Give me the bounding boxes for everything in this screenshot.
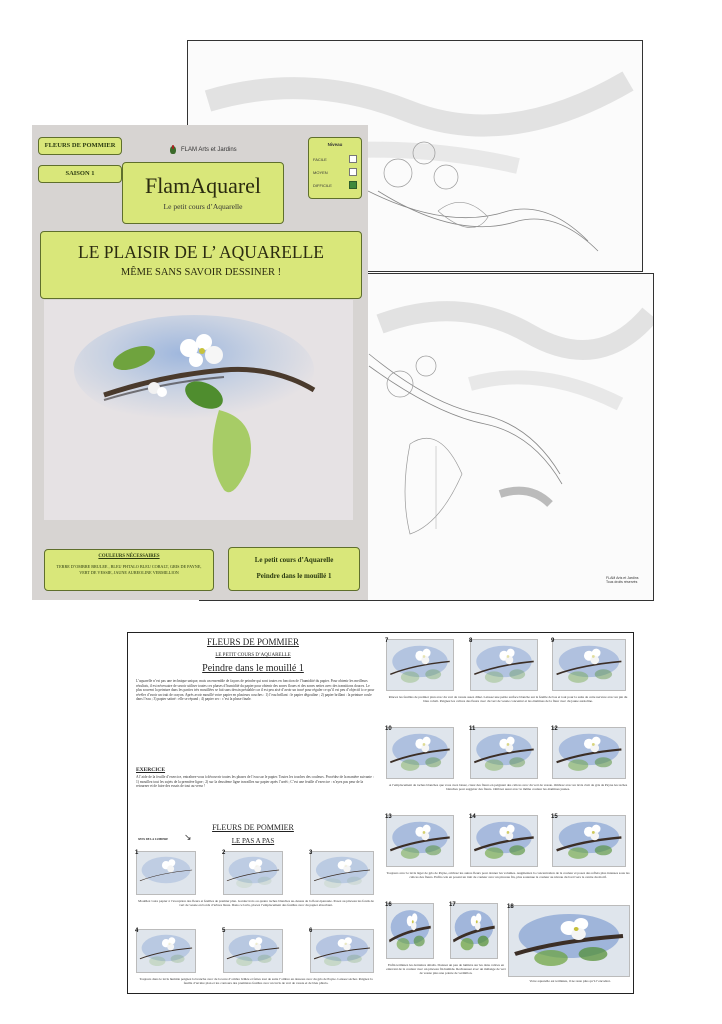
- lesson-title: Peindre dans le mouillé 1: [202, 663, 304, 674]
- step-photo: [552, 639, 626, 691]
- caption-steps-13-15: Toujours avec le lavis léger de gris de Payne, ombrez les autres fleurs pour donner les volumes. Augmentez la concentration de la couleur et posez des reflets plus intenses sous les calices des fleurs. Enfin cela en posant un trait de couleur avec un pinceau fin, plus soutenue la couleur au niveau du bord vers le centre du motif.: [386, 871, 630, 880]
- step-number: 14: [469, 814, 476, 820]
- step-number: 12: [551, 726, 558, 732]
- level-row-medium: [313, 168, 357, 176]
- lesson-document: [127, 632, 634, 994]
- light-arrow-icon: ↘: [184, 832, 192, 842]
- step-number: 17: [449, 902, 456, 908]
- headline-box: [40, 231, 362, 299]
- step-photo: [136, 929, 196, 973]
- colors-box: [44, 549, 214, 591]
- level-checkbox: [349, 168, 357, 176]
- level-row-easy: [313, 155, 357, 163]
- intro-text: L’aquarelle n’est pas une technique unique, mais un ensemble de façons de peindre qui sont toutes en fonction de l’humidité du papier. Pour obtenir les meilleurs résultats, il est nécessaire de savoir utiliser toutes ces phases d’humidité du papier pour obtenir des zones floues et des zones nettes avec des transitions douces. Le plus souvent la peinture dans les parties très mouillées se fait sans dessin préalable car il est peu aisé d’avoir un tracé pour réguler ce qu’il est peu d’objectif à ce pour révéler d’avoir un trait de crayon. Après avoir mouillé votre papier en plusieurs couches : 1) l’eau brillant : le papier dégouline ; 2) papier brillant : la peinture coule dans l’eau ; 3) papier satiné : elle se répand ; 4) papier sec : c’est la phase finale.: [136, 679, 375, 702]
- level-checkbox-checked: [349, 181, 357, 189]
- step-photo: [223, 929, 283, 973]
- caption-steps-4-6: Toujours dans le lavis humide peignez la branche avec de la terre d’ombre brûlée et faites tout de suite l’ombre en dessous avec du gris de Payne. Laissez sécher. Peignez la feuille d’arrière plan et les contours des premières feuilles avec un lavis de vert de vessie et de bleu phtalo.: [139, 977, 373, 986]
- step-photo: [470, 727, 538, 779]
- season-badge: SAISON 1: [38, 165, 122, 183]
- exercise-heading: EXERCICE: [136, 767, 166, 773]
- step-number: 7: [385, 638, 389, 644]
- step-number: 16: [385, 902, 392, 908]
- step-number: 5: [222, 928, 226, 934]
- step-photo: [470, 639, 538, 691]
- step-photo: [310, 929, 374, 973]
- level-label: FACILE: [313, 156, 327, 162]
- cover-page: [32, 125, 368, 600]
- caption-steps-16-17: Enfin terminez les dernières détails. Donnez un peu de lumière sur les dans calices en enlevant de la couleur avec un pinceau fin humide. Rechaussez avec un mélange de vert de vessie plus une pointe de vermillon.: [386, 963, 506, 976]
- step-photo: [450, 903, 498, 959]
- step-number: 11: [469, 726, 476, 732]
- brand-logo: [168, 143, 248, 157]
- step-number: 9: [551, 638, 555, 644]
- step-photo: [310, 851, 374, 895]
- step-photo: [136, 851, 196, 895]
- level-row-hard: [313, 181, 357, 189]
- flower-logo-icon: [168, 145, 178, 155]
- level-label: MOYEN: [313, 169, 328, 175]
- step-number: 15: [551, 814, 558, 820]
- painting-area: [44, 300, 353, 520]
- course-label: Le petit cours d’Aquarelle: [254, 556, 334, 564]
- course-box: [228, 547, 360, 591]
- step-number: 18: [507, 904, 514, 910]
- headline-line2: MÊME SANS SAVOIR DESSINER !: [120, 267, 282, 278]
- doc-subtitle: LE PETIT COURS D’AQUARELLE: [215, 653, 291, 658]
- step-number: 6: [309, 928, 313, 934]
- exercise-text: A l’aide de la feuille d’exercice, entraînez-vous à découvrir toutes les phases de l’eau sur le papier. Toutes les touches des couleurs. Procédez de la manière suivante : 1) mouillez tout les sujets de la première ligne ; 2) sur la deuxième ligne travaillez sur papier après l’arrêt ; C’est une feuille d’exercice : n’ayez pas peur de la retourner et de faire des essais de tout au verso !: [136, 775, 374, 789]
- caption-steps-1-3: Mouillez votre papier à l’exception des fleurs et feuilles de premier plan. Gardez trois ou quatre taches blanches au-dessus de la fleur épanouie. Posez au pinceau les fonds de vert de vessie en bords d’arbres bleus. Dans ce lavis, placez l’emplacement des feuilles avec du papier absorbant.: [138, 899, 374, 908]
- step-number: 4: [135, 928, 139, 934]
- level-label: DIFFICILE: [313, 182, 332, 188]
- step-photo: [386, 815, 454, 867]
- step-photo: [552, 815, 626, 867]
- series-badge: FLEURS DE POMMIER: [38, 137, 122, 155]
- step-photo: [470, 815, 538, 867]
- step-number: 13: [385, 814, 392, 820]
- step-number: 2: [222, 850, 226, 856]
- colors-heading: COULEURS NÉCESSAIRES: [98, 554, 160, 559]
- main-subtitle: Le petit cours d’Aquarelle: [163, 202, 243, 211]
- light-direction-label: SENS DE LA LUMIERE: [138, 838, 169, 841]
- step-number: 8: [469, 638, 473, 644]
- step-photo: [386, 727, 454, 779]
- step-number: 3: [309, 850, 313, 856]
- step-photo: [552, 727, 626, 779]
- brand-name: FLAM Arts et Jardins: [181, 147, 237, 153]
- caption-steps-10-12: A l’emplacement de taches blanches que vous avez laissé, créez des fleurs en peignant des calices avec du vert de vessie. Ombrez avec un lavis clair de gris de Payne les taches blanches pour suggérer des fleurs. Ombrez aussi avec le même couleur les étamines jaunes.: [388, 783, 628, 792]
- title-box: [122, 162, 284, 224]
- step-photo: [223, 851, 283, 895]
- apple-blossom-painting: [44, 300, 353, 520]
- step-number: 1: [135, 850, 139, 856]
- step-photo: [508, 905, 630, 977]
- headline-line1: LE PLAISIR DE L’ AQUARELLE: [78, 242, 324, 262]
- step-photo: [386, 903, 434, 959]
- colors-list: TERRE D’OMBRE BRULEE , BLEU PHTALO BLEU COBALT, GRIS DE PAYNE, VERT DE VESSIE, JAUNE AUREOLINE VERMILLION: [56, 564, 202, 575]
- main-title: FlamAquarel: [144, 173, 262, 198]
- step-photo: [386, 639, 454, 691]
- caption-steps-7-9: Rincez les feuilles de premier plan avec du vert de vessie assez dilué. Laissez une petite surface blanche sur la feuille de bas et tout pour la suite de cette nervure avec un pin du bleu cobalt. Peignez les calices des fleurs avec du vert de vessie concentré et les étamines de la fleur avec du jaune auréoline.: [388, 695, 628, 704]
- difficulty-box: [308, 137, 362, 199]
- doc-title: FLEURS DE POMMIER: [206, 637, 299, 647]
- caption-step-18: Votre aquarelle est terminée, il ne reste plus qu’à l’encadrer.: [529, 979, 611, 983]
- difficulty-title: Niveau: [327, 142, 343, 147]
- level-checkbox: [349, 155, 357, 163]
- steps-subtitle: LE PAS A PAS: [231, 837, 275, 845]
- steps-title: FLEURS DE POMMIER: [212, 823, 294, 832]
- step-number: 10: [385, 726, 392, 732]
- course-title: Peindre dans le mouillé 1: [256, 572, 332, 580]
- copyright-label: FLAM Arts et Jardins Tous droits réservés: [606, 576, 639, 584]
